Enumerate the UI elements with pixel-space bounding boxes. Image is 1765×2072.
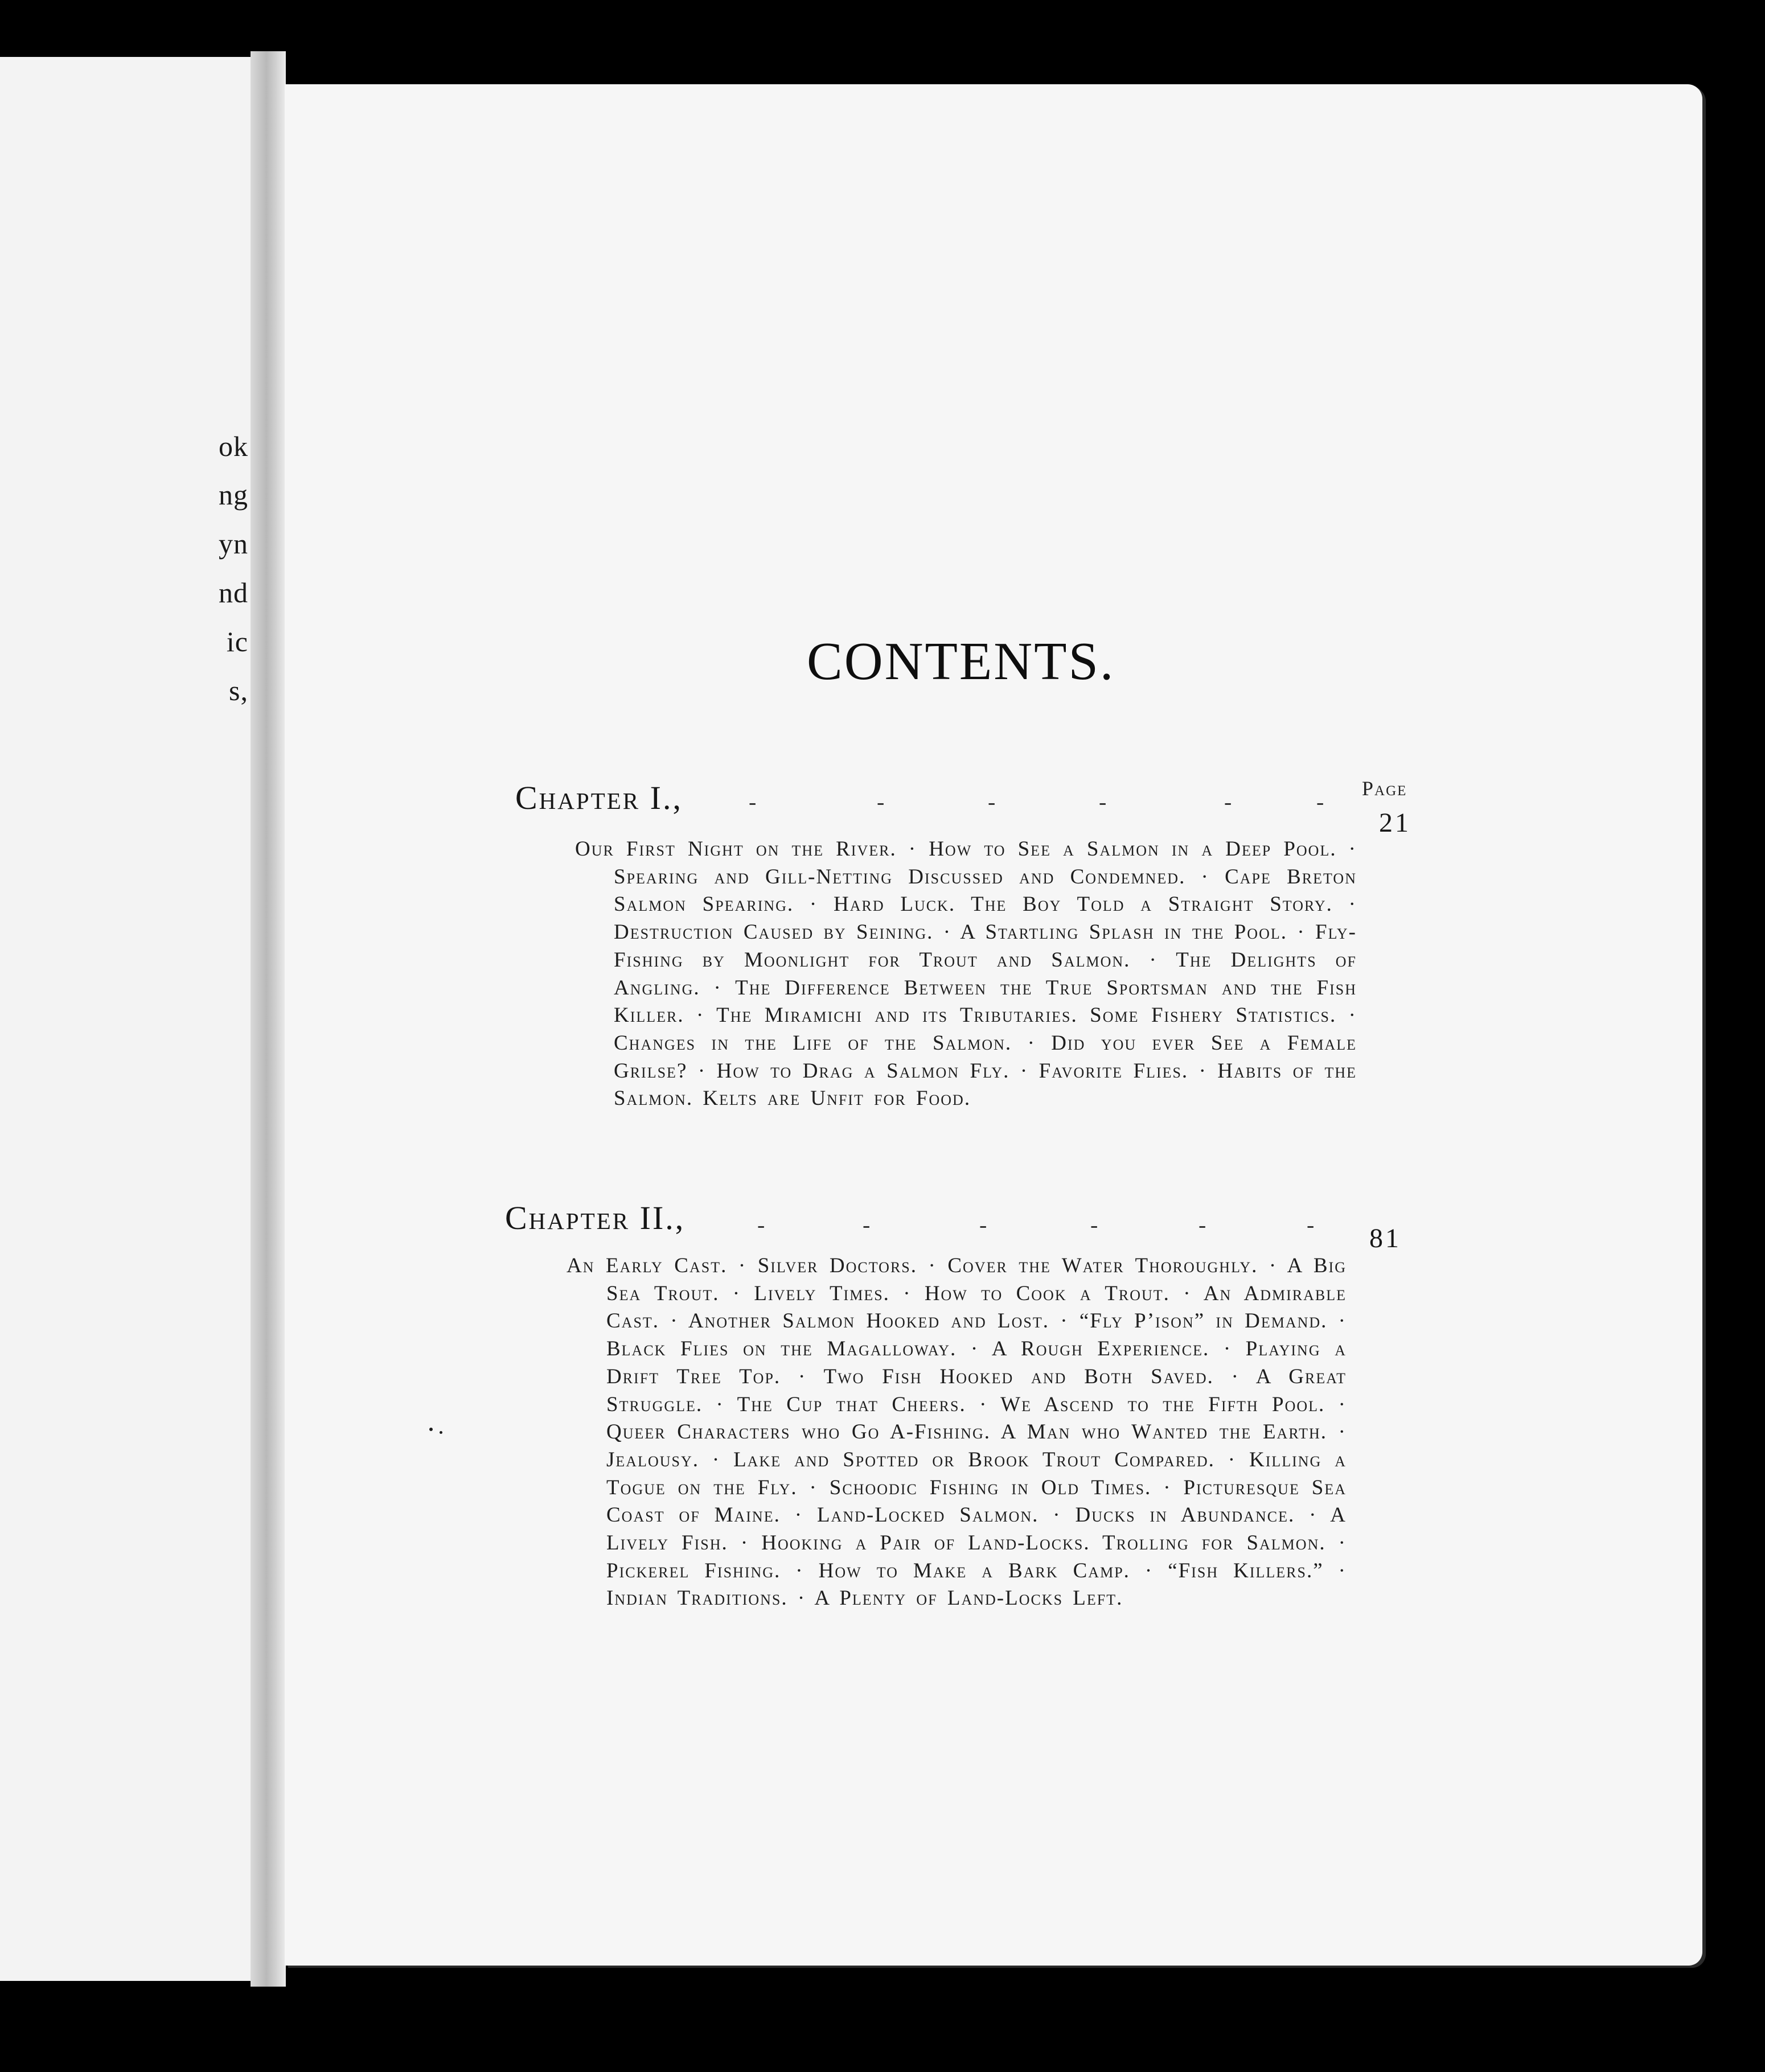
leader-dash: - [988, 789, 996, 815]
page-column-heading: Page [1362, 777, 1407, 800]
left-page-line-fragment: s, [229, 675, 248, 706]
leader-dash: - [1099, 789, 1107, 815]
page-title: CONTENTS. [807, 632, 1115, 691]
leader-dash: - [1198, 1212, 1206, 1238]
chapter-heading: Chapter I., [515, 779, 683, 816]
leader-dash: - [877, 789, 885, 815]
chapter-heading: Chapter II., [505, 1199, 686, 1236]
left-page-line-fragment: yn [219, 528, 248, 560]
left-page-line-fragment: ok [219, 430, 248, 462]
leader-dash: - [757, 1212, 765, 1238]
leader-dash: - [863, 1212, 871, 1238]
leader-dash: - [1316, 789, 1324, 815]
leader-dash: - [1307, 1212, 1315, 1238]
left-page-line-fragment: ng [219, 479, 248, 511]
chapter-summary: An Early Cast. · Silver Doctors. · Cover the Water Thoroughly. · A Big Sea Trout. · Lively Times. · How to Cook a Trout. · An Admirable Cast. · Another Salmon Hooked and Lost. · “Fly P’ison” in Demand. · Black Flies on the Magalloway. · A Rough Experience. · Playing a Drift Tree Top. · Two Fish Hooked and Both Saved. · A Great Struggle. · The Cup that Cheers. · We Ascend to the Fifth Pool. · Queer Characters who Go A-Fishing. A Man who Wanted the Earth. · Jealousy. · Lake and Spotted or Brook Trout Compared. · Killing a Togue on the Fly. · Schoodic Fishing in Old Times. · Picturesque Sea Coast of Maine. · Land-Locked Salmon. · Ducks in Abundance. · A Lively Fish. · Hooking a Pair of Land-Locks. Trolling for Salmon. · Pickerel Fishing. · How to Make a Bark Camp. · “Fish Killers.” · Indian Traditions. · A Plenty of Land-Locks Left. [567, 1254, 1347, 1610]
previous-page [0, 57, 268, 1981]
chapter-page-number: 21 [1379, 808, 1411, 838]
ink-speck [429, 1428, 433, 1431]
chapter-summary: Our First Night on the River. · How to See a Salmon in a Deep Pool. · Spearing and Gill-Netting Discussed and Condemned. · Cape Breton Salmon Spearing. · Hard Luck. The Boy Told a Straight Story. · Destruction Caused by Seining. · A Startling Splash in the Pool. · Fly-Fishing by Moonlight for Trout and Salmon. · The Delights of Angling. · The Difference Between the True Sportsman and the Fish Killer. · The Miramichi and its Tributaries. Some Fishery Statistics. · Changes in the Life of the Salmon. · Did you ever See a Female Grilse? · How to Drag a Salmon Fly. · Favorite Flies. · Habits of the Salmon. Kelts are Unfit for Food. [575, 837, 1357, 1111]
left-page-line-fragment: nd [219, 577, 248, 609]
leader-dash: - [749, 789, 757, 815]
leader-dash: - [1090, 1212, 1098, 1238]
leader-dash: - [979, 1212, 987, 1238]
leader-dash: - [1224, 789, 1232, 815]
book-gutter [251, 51, 286, 1987]
left-page-line-fragment: ic [226, 626, 248, 657]
chapter-page-number: 81 [1369, 1223, 1401, 1253]
ink-speck [440, 1431, 442, 1434]
